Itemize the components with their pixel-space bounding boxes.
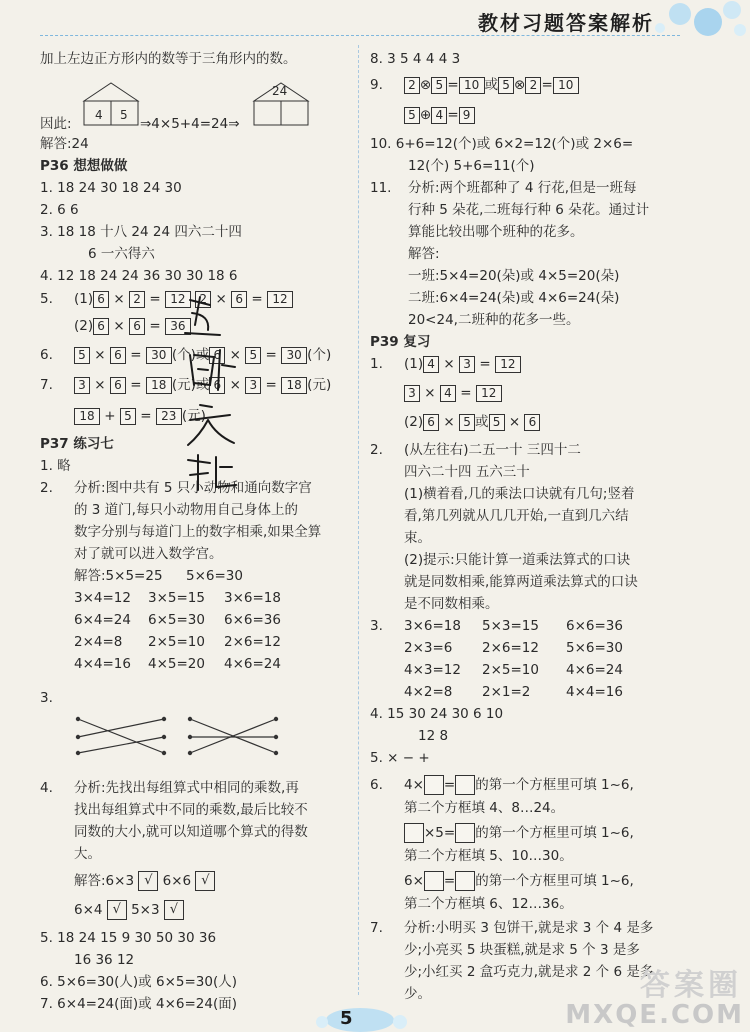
r39-item-3-number: 3. (370, 618, 383, 634)
p37-item-4-answer-1: 解答:6×3 √ 6×6 √ (74, 871, 215, 891)
r39-item-1a: 1. (1) 4 × 3 = 12 (370, 355, 521, 373)
footer-bubble-decoration-icon (300, 998, 420, 1032)
r39-item-2-line: (从左往右)二五一十 三四十二 (404, 442, 581, 458)
r39-item-4b: 12 8 (418, 728, 449, 744)
page-header (0, 0, 750, 36)
handwritten-scribble (150, 295, 250, 495)
p37-answer-cell: 2×5=10 (148, 634, 205, 650)
p36-item-1: 1. 18 24 30 18 24 30 (40, 180, 182, 196)
matching-lines-diagram (74, 713, 284, 759)
r39-item-4a: 4. 15 30 24 30 6 10 (370, 706, 504, 722)
header-dashed-rule (40, 35, 680, 36)
p37-item-4-number: 4. (40, 780, 53, 796)
r39-item-6b: ×5= 的第一个方框里可填 1~6, (404, 823, 634, 843)
section-p39: P39 复习 (370, 334, 431, 350)
r39-item-2-line: (2)提示:只能计算一道乘法算式的口诀 (404, 552, 631, 568)
section-p37: P37 练习七 (40, 436, 114, 452)
r-item-11-answer: 20<24,二班种的花多一些。 (408, 312, 580, 328)
p37-item-5b: 16 36 12 (74, 952, 135, 968)
watermark-url: MXQE.COM (565, 1000, 744, 1030)
r39-item-6b-2: 第二个方框填 5、10…30。 (404, 848, 573, 864)
page-number: 5 (340, 1008, 353, 1029)
r-item-11-answer: 解答: (408, 246, 440, 262)
r39-item-2-line: 是不同数相乘。 (404, 596, 499, 612)
r-item-9b: 5 ⊕ 4 = 9 (404, 106, 475, 124)
r39-item-6c-2: 第二个方框填 6、12…36。 (404, 896, 573, 912)
bubble-decoration-icon (640, 0, 750, 40)
house1-left: 4 (95, 108, 103, 122)
r39-item-7-line: 分析:小明买 3 包饼干,就是求 3 个 4 是多 (404, 920, 654, 936)
p37-answer-cell: 3×5=15 (148, 590, 205, 606)
r39-item-7-number: 7. (370, 920, 383, 936)
p36-item-5a: 5. (1) 6 × 2 = 12 2 × 6 = 12 (40, 290, 293, 308)
p37-item-2-line: 数字分别与每道门上的数字相乘,如果全算 (74, 524, 322, 540)
r39-item-1c: (2) 6 × 5 或 5 × 6 (404, 413, 540, 431)
p37-answer-cell: 2×6=12 (224, 634, 281, 650)
checkmark-icon: √ (164, 900, 184, 920)
r-item-10b: 12(个) 5+6=11(个) (408, 158, 535, 174)
p37-item-6: 6. 5×6=30(人)或 6×5=30(人) (40, 974, 237, 990)
r39-cell: 5×3=15 (482, 618, 539, 634)
p37-answer-cell: 5×6=30 (186, 568, 243, 584)
p37-answer-cell: 6×6=36 (224, 612, 281, 628)
r39-cell: 4×4=16 (566, 684, 623, 700)
p37-item-1: 1. 略 (40, 458, 71, 474)
p36-item-2: 2. 6 6 (40, 202, 79, 218)
p37-item-5a: 5. 18 24 15 9 30 50 30 36 (40, 930, 217, 946)
p37-answer-cell: 4×6=24 (224, 656, 281, 672)
r39-cell: 3×6=18 (404, 618, 461, 634)
p36-item-3a: 3. 18 18 十八 24 24 四六二十四 (40, 224, 242, 240)
r39-item-6a-2: 第二个方框填 4、8…24。 (404, 800, 565, 816)
p37-item-3-number: 3. (40, 690, 53, 706)
p37-answer-cell: 3×4=12 (74, 590, 131, 606)
p37-item-2-line: 分析:图中共有 5 只小动物和通向数字宫 (74, 480, 312, 496)
p36-item-6: 6. 5 × 6 = 30 (个)或 6 × 5 = 30 (个) (40, 347, 332, 363)
r39-cell: 4×3=12 (404, 662, 461, 678)
house1-right: 5 (120, 108, 128, 122)
answer-24: 解答:24 (40, 136, 89, 152)
r-item-9: 9. 2 ⊗ 5 = 10 或 5 ⊗ 2 = 10 (370, 76, 579, 94)
house-prefix: 因此: (40, 116, 72, 132)
r39-item-2-line: 看,第几列就从几几开始,一直到几六结 (404, 508, 629, 524)
r39-cell: 5×6=30 (566, 640, 623, 656)
p37-item-2-line: 对了就可以进入数学宫。 (74, 546, 223, 562)
checkmark-icon: √ (195, 871, 215, 891)
r39-cell: 6×6=36 (566, 618, 623, 634)
r39-item-2-number: 2. (370, 442, 383, 458)
r39-item-7-line: 少。 (404, 986, 431, 1002)
r-item-11-line: 分析:两个班都种了 4 行花,但是一班每 (408, 180, 637, 196)
r39-cell: 2×1=2 (482, 684, 531, 700)
r39-item-1b: 3 × 4 = 12 (404, 384, 502, 402)
p36-item-7b: 18 + 5 = 23 (元) (74, 407, 206, 425)
checkmark-icon: √ (138, 871, 158, 891)
house2-top: 24 (272, 84, 288, 98)
r-item-11-line: 算能比较出哪个班种的花多。 (408, 224, 584, 240)
p37-answer-cell: 3×6=18 (224, 590, 281, 606)
section-p36: P36 想想做做 (40, 158, 128, 174)
p37-item-2-line: 的 3 道门,每只小动物用自己身体上的 (74, 502, 298, 518)
p37-item-2-number: 2. (40, 480, 53, 496)
r-item-11-answer: 二班:6×4=24(朵)或 4×6=24(朵) (408, 290, 620, 306)
p37-answer-cell: 2×4=8 (74, 634, 123, 650)
r39-item-2-line: 束。 (404, 530, 431, 546)
r39-item-6a: 6. 4× = 的第一个方框里可填 1~6, (370, 777, 634, 793)
r-item-11-number: 11. (370, 180, 392, 196)
p37-answer-cell: 6×5=30 (148, 612, 205, 628)
p37-item-4-line: 找出每组算式中不同的乘数,最后比较不 (74, 802, 308, 818)
p36-item-4: 4. 12 18 24 24 36 30 30 18 6 (40, 268, 238, 284)
house-diagram-1 (82, 81, 140, 129)
watermark-logo: 答案圈 (640, 968, 742, 1003)
header-title: 教材习题答案解析 (478, 11, 654, 35)
r-item-8: 8. 3 5 4 4 4 3 (370, 51, 461, 67)
r39-item-5: 5. × − + (370, 750, 430, 766)
p37-answer-cell: 4×4=16 (74, 656, 131, 672)
r39-cell: 2×5=10 (482, 662, 539, 678)
p37-item-4-line: 大。 (74, 846, 101, 862)
r39-item-2-line: 四六二十四 五六三十 (404, 464, 530, 480)
r-item-10a: 10. 6+6=12(个)或 6×2=12(个)或 2×6= (370, 136, 634, 152)
checkmark-icon: √ (107, 900, 127, 920)
r39-cell: 2×6=12 (482, 640, 539, 656)
r-item-11-answer: 一班:5×4=20(朵)或 4×5=20(朵) (408, 268, 620, 284)
intro-text: 加上左边正方形内的数等于三角形内的数。 (40, 51, 297, 67)
r39-cell: 2×3=6 (404, 640, 453, 656)
r39-cell: 4×2=8 (404, 684, 453, 700)
p36-item-3b: 6 一六得六 (88, 246, 155, 262)
r39-item-2-line: 就是同数相乘,能算两道乘法算式的口诀 (404, 574, 638, 590)
r-item-11-line: 行种 5 朵花,二班每行种 6 朵花。通过计 (408, 202, 650, 218)
p37-answer-cell: 6×4=24 (74, 612, 131, 628)
p37-item-4-line: 分析:先找出每组算式中相同的乘数,再 (74, 780, 299, 796)
p37-answer-cell: 4×5=20 (148, 656, 205, 672)
r39-item-6c: 6× = 的第一个方框里可填 1~6, (404, 873, 634, 889)
r39-cell: 4×6=24 (566, 662, 623, 678)
p36-item-5b: (2) 6 × 6 = 36 (74, 317, 191, 335)
p37-item-7: 7. 6×4=24(面)或 4×6=24(面) (40, 996, 237, 1012)
r39-item-7-line: 少;小亮买 5 块蛋糕,就是求 5 个 3 是多 (404, 942, 640, 958)
column-divider (358, 45, 359, 995)
p37-item-4-answer-2: 6×4 √ 5×3 √ (74, 900, 184, 920)
house-formula: ⇒4×5+4=24⇒ (140, 116, 240, 132)
p36-item-7: 7. 3 × 6 = 18 (元)或 6 × 3 = 18 (元) (40, 377, 332, 393)
p37-answer-row: 解答:5×5=25 (74, 568, 163, 584)
r39-item-7-line: 少;小红买 2 盒巧克力,就是求 2 个 6 是多 (404, 964, 654, 980)
p37-item-4-line: 同数的大小,就可以知道哪个算式的得数 (74, 824, 308, 840)
r39-item-2-line: (1)横着看,几的乘法口诀就有几句;竖着 (404, 486, 635, 502)
